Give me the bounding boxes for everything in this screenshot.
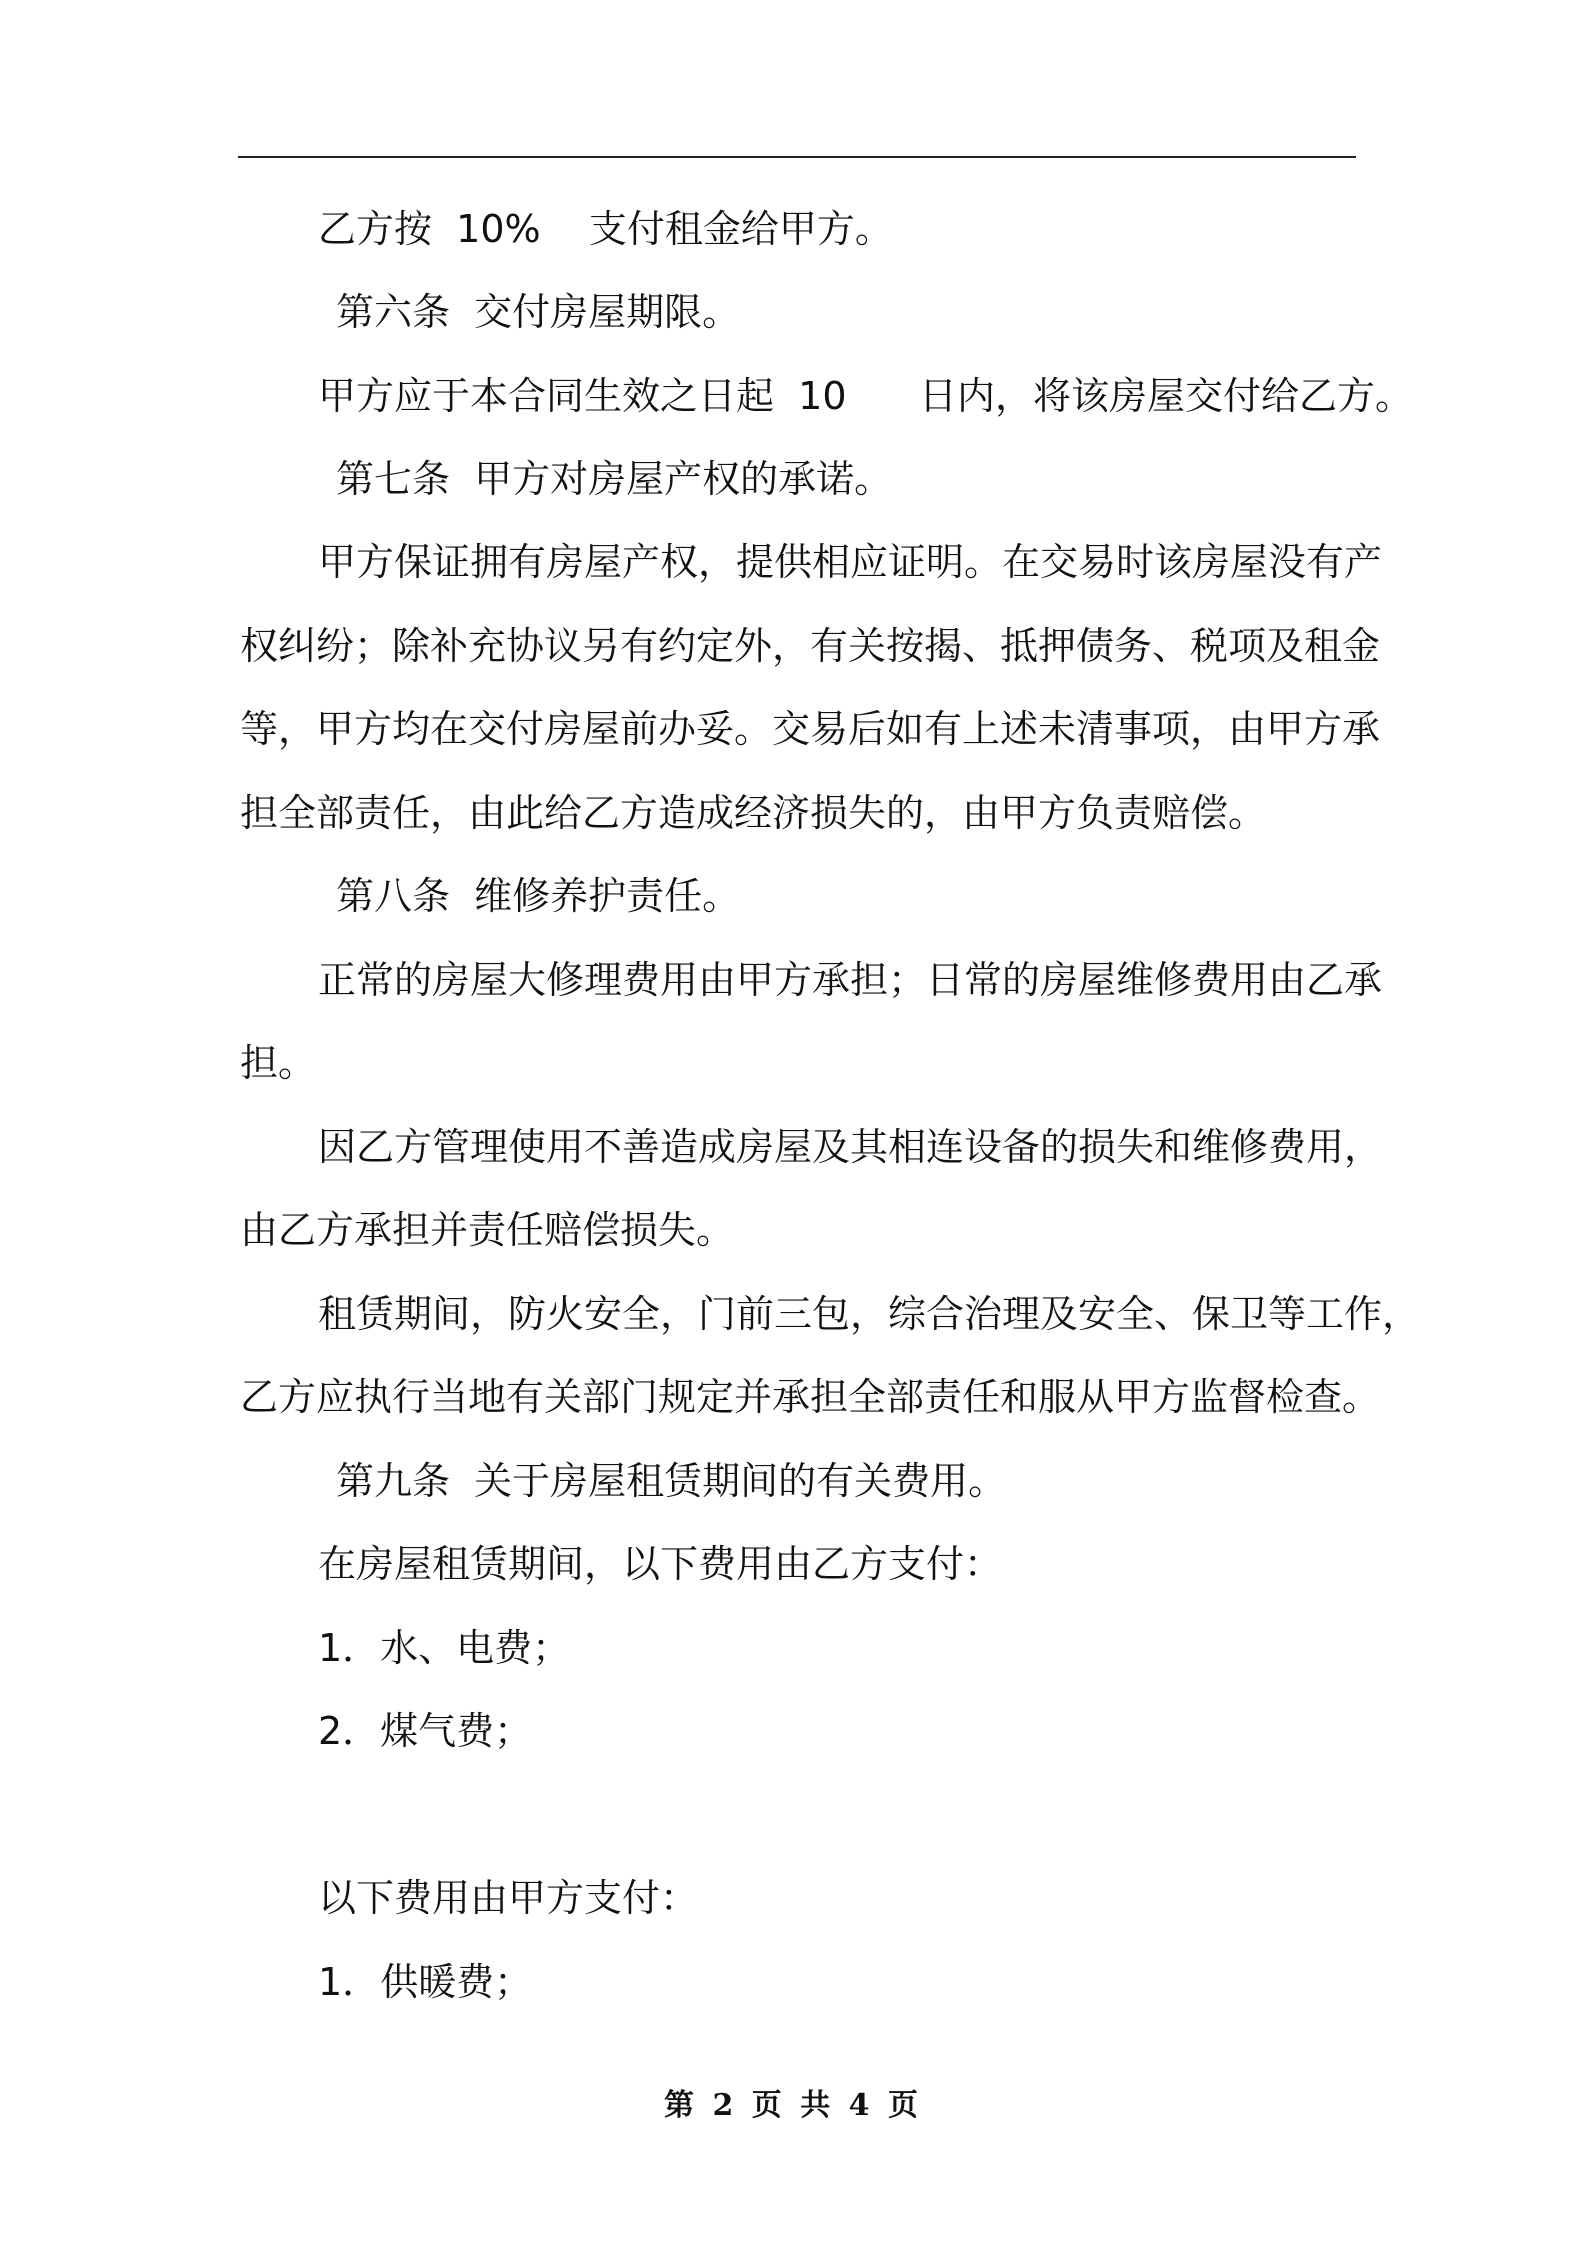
paragraph-line: 担。 [240, 1041, 317, 1085]
page-number-footer: 第 2 页 共 4 页 [664, 2088, 922, 2123]
paragraph-line: 权纠纷；除补充协议另有约定外，有关按揭、抵押债务、税项及租金 [240, 624, 1381, 668]
paragraph-line: 租赁期间，防火安全，门前三包，综合治理及安全、保卫等工作， [318, 1292, 1421, 1336]
list-item: 1．供暖费； [318, 1960, 533, 2004]
paragraph-line: 乙方应执行当地有关部门规定并承担全部责任和服从甲方监督检查。 [240, 1375, 1381, 1419]
paragraph-line: 正常的房屋大修理费用由甲方承担；日常的房屋维修费用由乙承 [318, 958, 1383, 1002]
paragraph-line: 以下费用由甲方支付： [318, 1876, 699, 1920]
paragraph-line: 在房屋租赁期间，以下费用由乙方支付： [318, 1542, 1003, 1586]
paragraph-line: 甲方保证拥有房屋产权，提供相应证明。在交易时该房屋没有产 [318, 540, 1383, 584]
paragraph-line: 因乙方管理使用不善造成房屋及其相连设备的损失和维修费用， [318, 1125, 1383, 1169]
article-heading: 第七条 甲方对房屋产权的承诺。 [336, 457, 893, 501]
paragraph-line: 担全部责任，由此给乙方造成经济损失的，由甲方负责赔偿。 [240, 791, 1267, 835]
article-heading: 第九条 关于房屋租赁期间的有关费用。 [336, 1459, 1007, 1503]
paragraph-line: 乙方按 10% 支付租金给甲方。 [318, 207, 893, 251]
paragraph-line: 甲方应于本合同生效之日起 10 日内，将该房屋交付给乙方。 [318, 374, 1413, 418]
list-item: 2．煤气费； [318, 1709, 533, 1753]
paragraph-line: 等，甲方均在交付房屋前办妥。交易后如有上述未清事项，由甲方承 [240, 707, 1381, 751]
list-item: 1．水、电费； [318, 1626, 571, 1670]
paragraph-line: 由乙方承担并责任赔偿损失。 [240, 1208, 735, 1252]
article-heading: 第六条 交付房屋期限。 [336, 290, 741, 334]
article-heading: 第八条 维修养护责任。 [336, 874, 741, 918]
